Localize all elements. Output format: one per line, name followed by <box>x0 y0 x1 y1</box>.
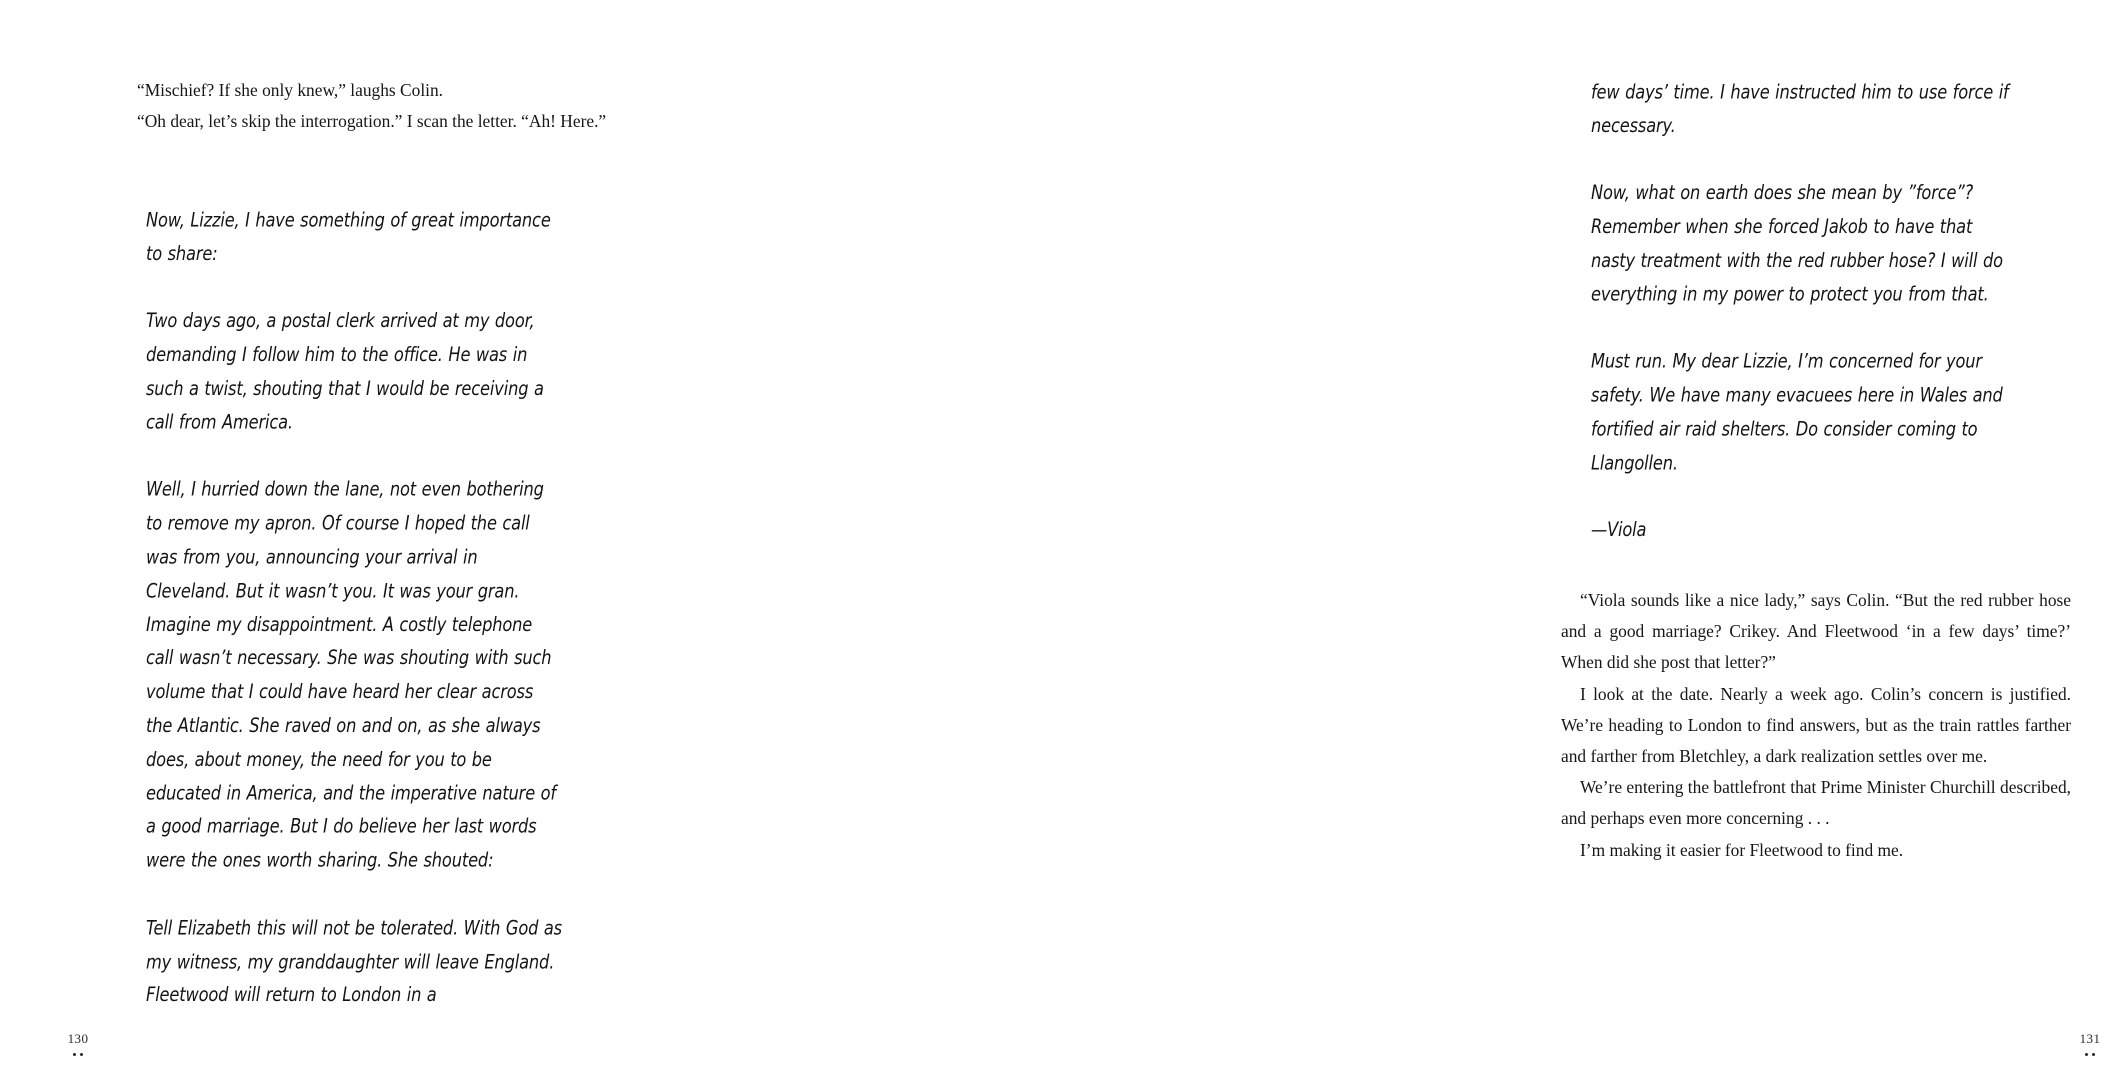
page-right <box>723 0 2101 1084</box>
right-page-body-text <box>1561 585 2071 866</box>
folio-ornament-dots <box>2060 1049 2120 1056</box>
paragraph: “Mischief? If she only knew,” laughs Colin. <box>137 80 444 100</box>
paragraph: I’m making it easier for Fleetwood to find me. <box>1580 839 1904 860</box>
paragraph: “Viola sounds like a nice lady,” says Colin. “But the red rubber hose and a good marriage? Crikey. And Fleetwood ‘in a few days’ time?’ When did she post that letter?” <box>1561 590 2071 673</box>
letter-paragraph: Now, Lizzie, I have something of great importance to share: <box>146 209 551 266</box>
letter-paragraph: Now, what on earth does she mean by ”force”? Remember when she forced Jakob to have that nasty treatment with the red rubber hose? I will do everything in my power to protect you from that. <box>1591 182 2003 306</box>
page-left <box>0 0 722 1084</box>
letter-signature: —Viola <box>1591 519 1647 542</box>
page-number-left <box>48 1032 108 1056</box>
left-page-letter-excerpt <box>146 204 563 1013</box>
letter-paragraph: Must run. My dear Lizzie, I’m concerned for your safety. We have many evacuees here in Wales and fortified air raid shelters. Do consider coming to Llangollen. <box>1591 350 2003 475</box>
letter-paragraph: Tell Elizabeth this will not be tolerated. With God as my witness, my granddaughter will leave England. Fleetwood will return to London in a <box>146 917 562 1007</box>
letter-paragraph: Two days ago, a postal clerk arrived at my door, demanding I follow him to the office. He was in such a twist, shouting that I would be receiving a call from America. <box>146 310 544 434</box>
folio-number: 131 <box>2079 1031 2101 1046</box>
paragraph: We’re entering the battlefront that Prime Minister Churchill described, and perhaps even more concerning . . . <box>1561 777 2071 829</box>
right-page-letter-excerpt <box>1591 76 2018 548</box>
folio-number: 130 <box>67 1031 89 1046</box>
paragraph: “Oh dear, let’s skip the interrogation.” I scan the letter. “Ah! Here.” <box>137 111 607 132</box>
left-page-body-text <box>118 75 628 137</box>
letter-paragraph: few days’ time. I have instructed him to use force if necessary. <box>1591 81 2009 138</box>
paragraph: I look at the date. Nearly a week ago. Colin’s concern is justified. We’re heading to London to find answers, but as the train rattles farther and farther from Bletchley, a dark realization settles over me. <box>1561 683 2071 767</box>
letter-paragraph: Well, I hurried down the lane, not even bothering to remove my apron. Of course I hoped the call was from you, announcing your arrival in Cleveland. But it wasn’t you. It was your gran. Imagine my disappointment. A costly telephone call wasn’t necessary. She was shouting with such volume that I could have heard her clear across the Atlantic. She raved on and on, as she always does, about money, the need for you to be educated in America, and the imperative nature of a good marriage. But I do believe her last words were the ones worth sharing. She shouted: <box>146 478 556 872</box>
page-number-right <box>2060 1032 2120 1056</box>
folio-ornament-dots <box>48 1049 108 1056</box>
